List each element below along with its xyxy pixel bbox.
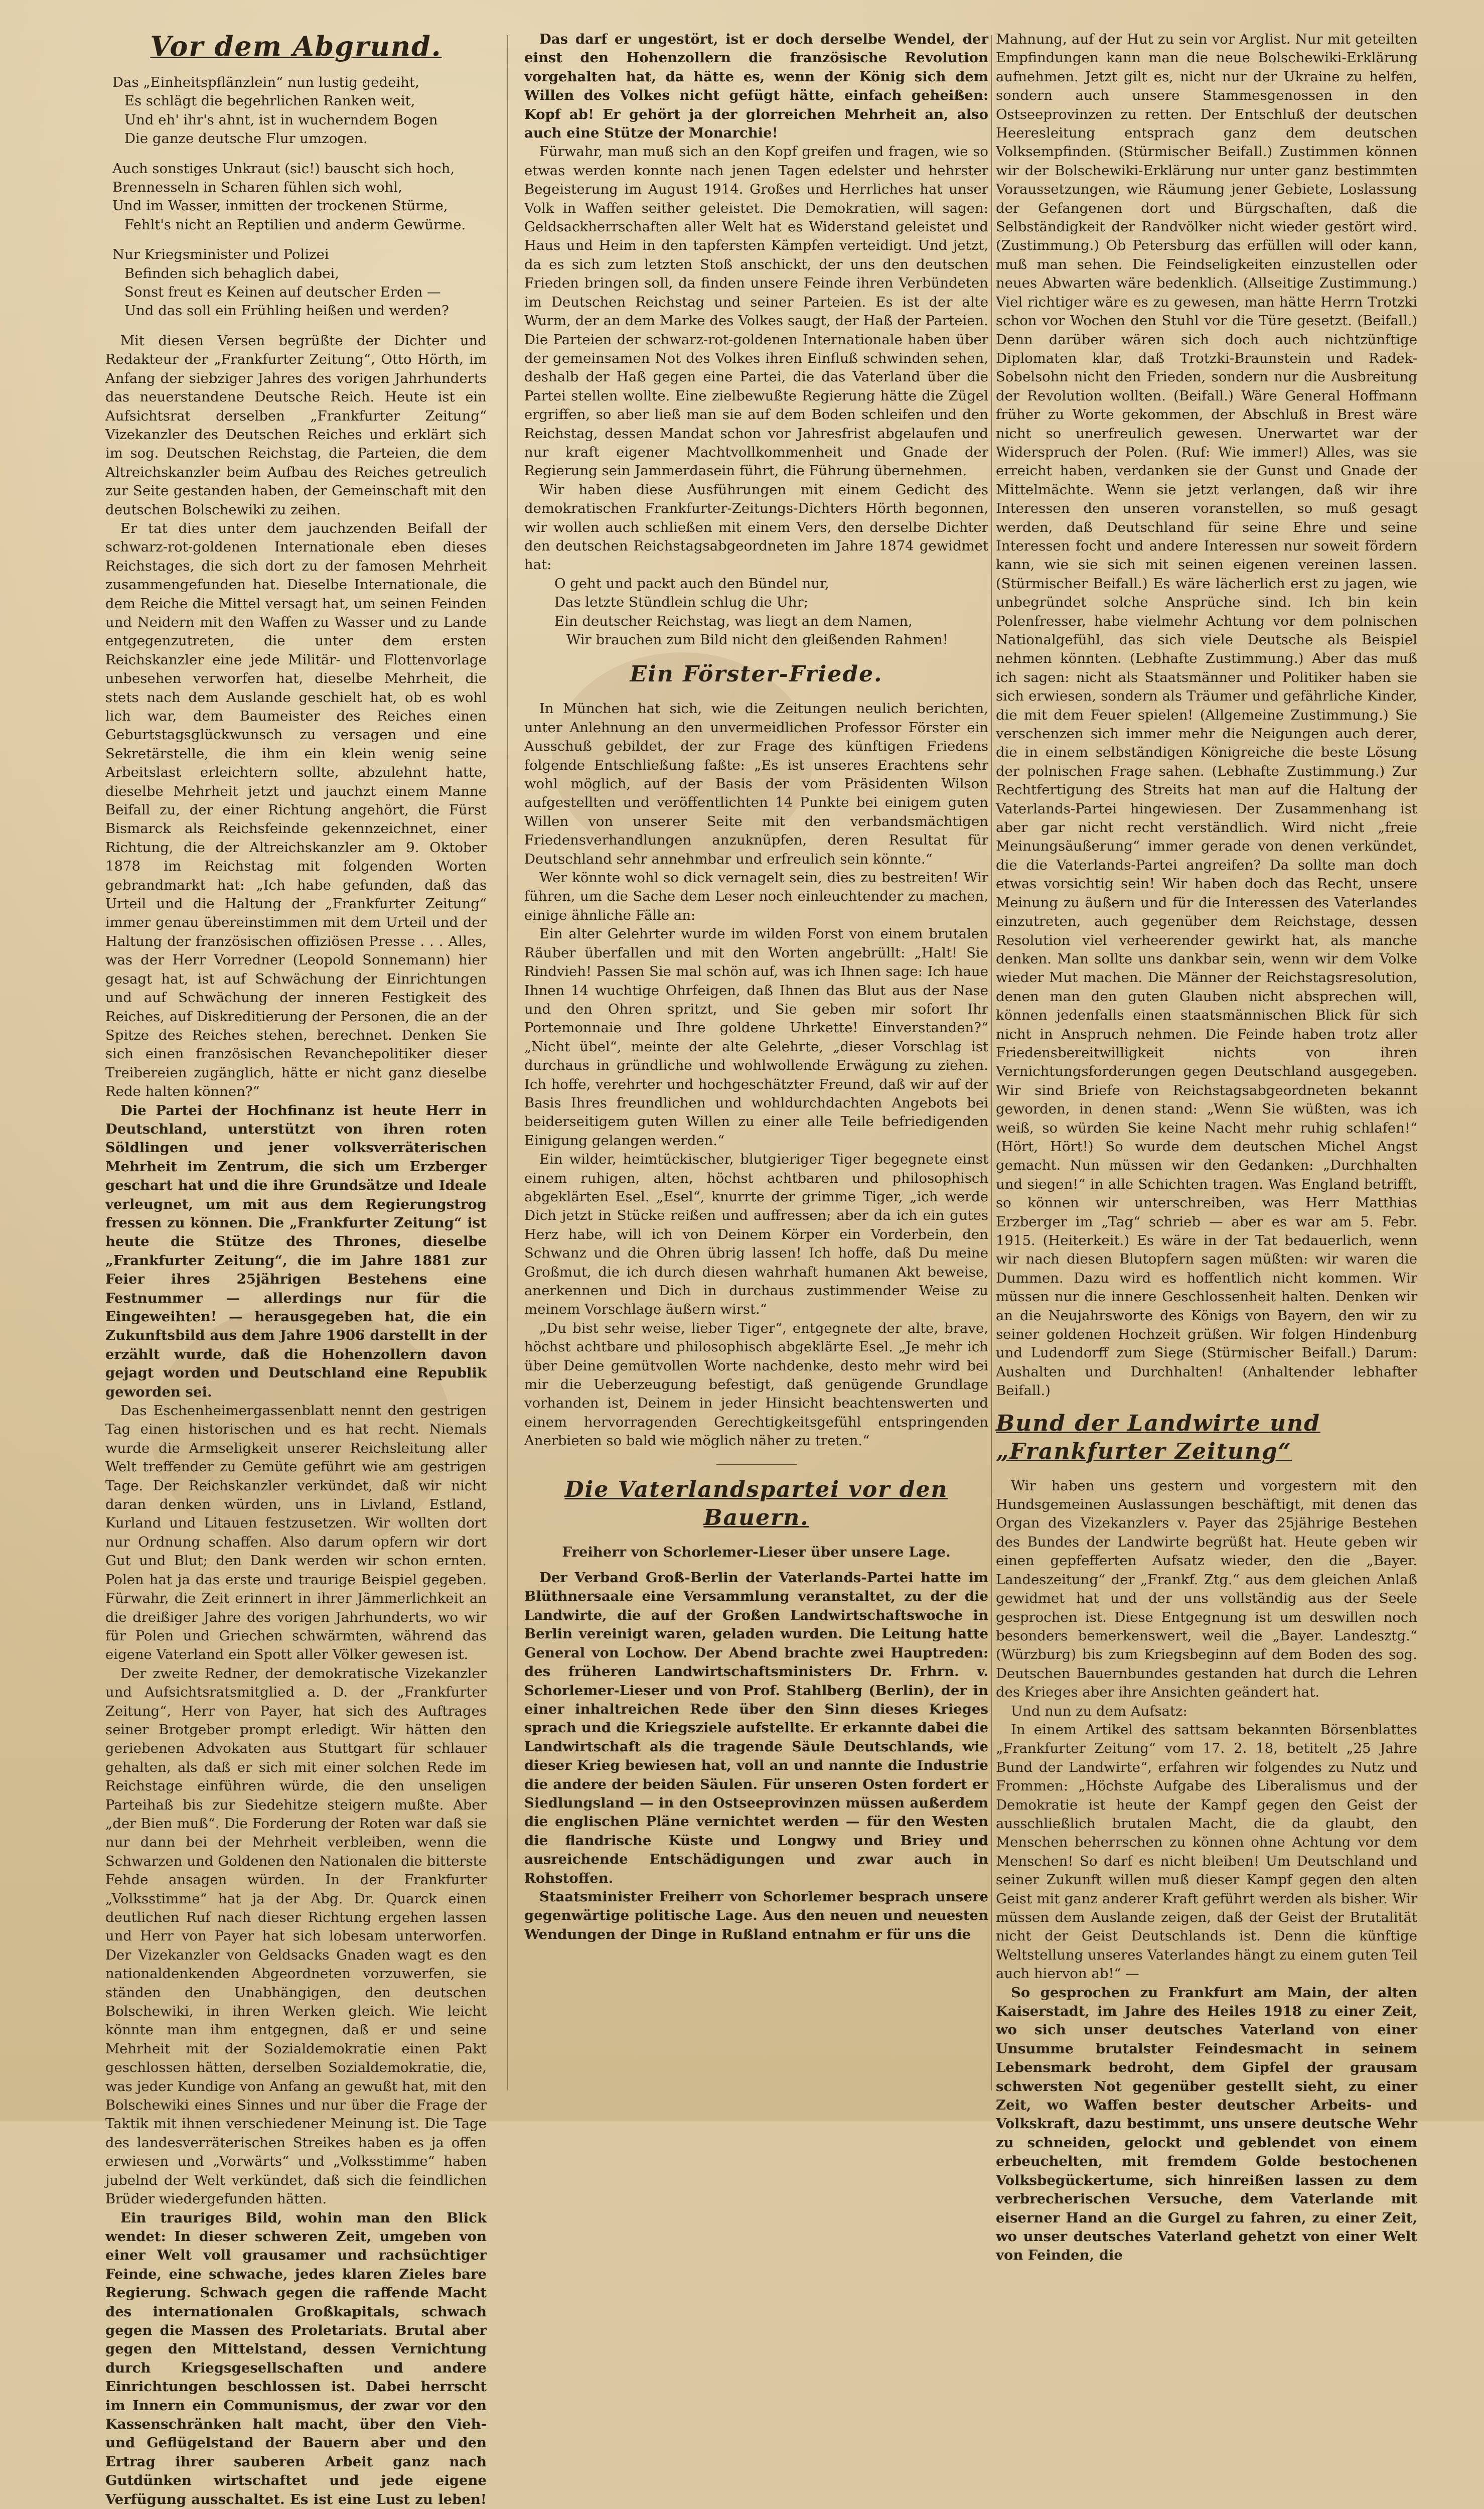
verse-line: Und das soll ein Frühling heißen und werden? <box>112 302 487 320</box>
article-headline-vor-dem-abgrund: Vor dem Abgrund. <box>105 30 487 62</box>
article-paragraph: Ein wilder, heimtückischer, blutgieriger Tiger begegnete einst einem ruhigen, alten, höchst achtbaren und philosophisch abgeklärten Esel. „Esel“, knurrte der grimme Tiger, „ich werde Dich jetzt in Stücke reißen und auffressen; aber da ich ein gutes Herz habe, will ich von Deinem Körper ein Vorderbein, den Schwanz und die Ohren übrig lassen! Ich hoffe, daß Du meine Großmut, die ich durch diesen wahrhaft humanen Akt beweise, anerkennen und Dich in durchaus zustimmender Weise zu meinem Vorschlage äußern wirst.“ <box>524 1150 988 1319</box>
verse-line: Befinden sich behaglich dabei, <box>112 264 487 283</box>
article-paragraph: Mahnung, auf der Hut zu sein vor Arglist. Nur mit geteilten Empfindungen kann man die neue Bolschewiki-Erklärung aufnehmen. Jetzt gilt es, nicht nur der Ukraine zu helfen, sondern auch unsere Stammesgenossen in den Ostseeprovinzen zu retten. Der Entschluß der deutschen Heeresleitung entsprach ganz dem deutschen Volksempfinden. (Stürmischer Beifall.) Zustimmen können wir der Bolschewiki-Erklärung nur unter ganz bestimmten Voraussetzungen, wie Räumung jener Gebiete, Loslassung der Gefangenen dort und Bürgschaften, daß die Selbständigkeit der Randvölker nicht wieder gestört wird. (Zustimmung.) Ob Petersburg das erfüllen will oder kann, muß man sehen. Die Feindseligkeiten einzustellen oder neues Abwarten wäre bedenklich. (Allseitige Zustimmung.) Viel richtiger wäre es zu gewesen, man hätte Herrn Trotzki schon vor Wochen den Stuhl vor die Türe gesetzt. (Beifall.) Denn darüber wären sich doch auch nichtzünftige Diplomaten klar, daß Trotzki-Braunstein und Radek-Sobelsohn nicht den Frieden, sondern nur die Ausbreitung der Revolution wollten. (Beifall.) Wäre General Hoffmann früher zu Worte gekommen, der Abschluß in Brest wäre nicht so unerfreulich gewesen. Unerwartet war der Widerspruch der Polen. (Ruf: Wie immer!) Alles, was sie erreicht haben, verdanken sie der Gunst und Gnade der Mittelmächte. Wenn sie jetzt verlangen, daß wir ihre Interessen den unseren voranstellen, so muß gesagt werden, daß Deutschland für seine Ehre und seine Interessen focht und andere Interessen nur soweit fördern kann, wie sie sich mit seinen eigenen vereinen lassen. (Stürmischer Beifall.) Es wäre lächerlich erst zu jagen, wie unbegründet solche Ansprüche sind. Ich bin kein Polenfresser, habe vielmehr Achtung vor dem polnischen Nationalgefühl, das sich viele Deutsche als Beispiel nehmen könnten. (Lebhafte Zustimmung.) Aber das muß ich sagen: nicht als Staatsmänner und Politiker haben sie sich erwiesen, sondern als Träumer und gefährliche Kinder, die mit dem Feuer spielen! (Allgemeine Zustimmung.) Sie verschenzen sich immer mehr die Neigungen auch derer, die in einem selbständigen Königreiche die beste Lösung der polnischen Frage sahen. (Lebhafte Zustimmung.) Zur Rechtfertigung des Streits hat man auf die Haltung der Vaterlands-Partei hingewiesen. Der Zusammenhang ist aber gar nicht recht verständlich. Wird nicht „freie Meinungsäußerung“ immer gerade von denen verkündet, die die Vaterlands-Partei angreifen? Da sollte man doch etwas vorsichtig sein! Wir haben doch das Recht, unsere Meinung zu äußern und für die Interessen des Vaterlandes einzutreten, auch gegenüber dem Reichstage, dessen Resolution viel verheerender gewirkt hat, als manche denken. Man sollte uns dankbar sein, wenn wir dem Volke wieder Mut machen. Die Männer der Reichstagsresolution, denen man den guten Glauben nicht absprechen will, können jedenfalls einen staatsmännischen Blick für sich nicht in Anspruch nehmen. Die Feinde haben trotz aller Friedensbereitwilligkeit nichts von ihren Vernichtungsforderungen gegen Deutschland ausgegeben. Wir sind Briefe von Reichstagsabgeordneten bekannt geworden, in denen stand: „Wenn Sie wüßten, was ich weiß, so würden Sie keine Nacht mehr ruhig schlafen!“ (Hört, Hört!) So wurde dem deutschen Michel Angst gemacht. Nun müssen wir den Gedanken: „Durchhalten und siegen!“ in alle Schichten tragen. Was England betrifft, so können wir unterschreiben, was Herr Matthias Erzberger im „Tag“ schrieb — aber es war am 5. Febr. 1915. (Heiterkeit.) Es wäre in der Tat bedauerlich, wenn wir nach diesen Blutopfern sagen müßten: wir waren die Dummen. Dazu wird es hoffentlich nicht kommen. Wir müssen nur die innere Geschlossenheit halten. Denken wir an die Neujahrsworte des Königs von Bayern, den wir zu seiner goldenen Hochzeit grüßen. Wir folgen Hindenburg und Ludendorff zum Siege (Stürmischer Beifall.) Darum: Aushalten und Durchhalten! (Anhaltender lebhafter Beifall.) <box>996 30 1417 1401</box>
article-headline-vaterlandspartei: Die Vaterlandspartei vor den Bauern. <box>524 1476 988 1532</box>
verse-line: Es schlägt die begehrlichen Ranken weit, <box>112 92 487 110</box>
verse-line: Das „Einheitspflänzlein“ nun lustig gedeiht, <box>112 73 487 92</box>
article-paragraph: Wer könnte wohl so dick vernagelt sein, dies zu bestreiten! Wir führen, um die Sache dem Leser noch einleuchtender zu machen, einige ähnliche Fälle an: <box>524 869 988 925</box>
article-paragraph: Fürwahr, man muß sich an den Kopf greifen und fragen, wie so etwas werden konnte nach jenen Tagen edelster und hehrster Begeisterung im August 1914. Großes und Herrliches hat unser Volk in Waffen seither geleistet. Die Demokratien, will sagen: Geldsackherrschaften aller Welt hat es Widerstand geleistet und Haus und Heim in den tapfersten Kämpfen verteidigt. Und jetzt, da es sich zum letzten Stoß anschickt, der uns den deutschen Frieden bringen soll, da finden unsere Feinde ihren Verbündeten im Deutschen Reichstag und seiner Parteien. Es ist der alte Wurm, der an dem Marke des Volkes saugt, der Haß der Parteien. Die Parteien der schwarz-rot-goldenen Internationale haben über der gemeinsamen Not des Volkes ihren Einfluß schwinden sehen, deshalb der Haß gegen eine Partei, die das Vaterland über die Partei stellen wollte. Eine zielbewußte Regierung hätte die Zügel ergriffen, so aber ließ man sie auf dem Boden schleifen und den Reichstag, dessen Mandat schon vor Jahresfrist abgelaufen und nur kraft eigener Machtvollkommenheit und Gnade der Regierung sein Jammerdasein führt, die Führung übernehmen. <box>524 143 988 480</box>
article-paragraph: Staatsminister Freiherr von Schorlemer besprach unsere gegenwärtige politische Lage. Aus den neuen und neuesten Wendungen der Dinge in Rußland entnahm er für uns die <box>524 1888 988 1944</box>
column-rule-2 <box>991 35 992 2090</box>
verse-line: Das letzte Stündlein schlug die Uhr; <box>554 593 988 612</box>
article-paragraph: In einem Artikel des sattsam bekannten Börsenblattes „Frankfurter Zeitung“ vom 17. 2. 18, betitelt „25 Jahre Bund der Landwirte“, erfahren wir folgendes zu Nutz und Frommen: „Höchste Aufgabe des Liberalismus und der Demokratie ist heute der Kampf gegen den Geist der ausschließlich brutalen Macht, die da glaubt, den Menschen beherrschen zu können ohne Achtung vor dem Menschen! So darf es nicht bleiben! Um Deutschland und seiner Zukunft willen muß dieser Kampf gegen den alten Geist mit ganz anderer Kraft geführt werden als bisher. Wir müssen dem Auslande zeigen, daß der Geist der Brutalität nicht der Geist Deutschlands ist. Denn die künftige Weltstellung unseres Vaterlandes hängt zu einem guten Teil auch hiervon ab!“ — <box>996 1721 1417 1984</box>
article-paragraph: Er tat dies unter dem jauchzenden Beifall der schwarz-rot-goldenen Internationale eben dieses Reichstages, die sich dort zu der famosen Mehrheit zusammengefunden hat. Dieselbe Internationale, die dem Reiche die Mittel versagt hat, um seinen Feinden und Neidern mit den Waffen zu Wasser und zu Lande entgegenzutreten, die unter dem ersten Reichskanzler eine jede Militär- und Flottenvorlage unbesehen verworfen hat, dieselbe Mehrheit, die stets nach dem Auslande geschielt hat, ob es wohl lich war, dem Baumeister des Reiches einen Geburtstagsglückwunsch zu versagen und eine Sekretärstelle, die ihm ein klein wenig seine Arbeitslast erleichtern sollte, abzulehnt hatte, dieselbe Mehrheit jetzt und jauchzt einem Manne Beifall zu, der einer Richtung angehört, die Fürst Bismarck als Reichsfeinde gekennzeichnet, einer Richtung, die der Altreichskanzler am 9. Oktober 1878 im Reichstag mit folgenden Worten gebrandmarkt hat: „Ich habe gefunden, daß das Urteil und die Haltung der „Frankfurter Zeitung“ immer genau übereinstimmen mit dem Urteil und der Haltung der französischen offiziösen Presse . . . Alles, was der Herr Vorredner (Leopold Sonnemann) hier gesagt hat, ist auf Schwächung der Einrichtungen und auf Schwächung der inneren Festigkeit des Reiches, auf Diskreditierung der Personen, die an der Spitze des Reiches stehen, berechnet. Denken Sie sich einen französischen Revanchepolitiker dieser Treibereien zugänglich, hätte er nicht ganz dieselbe Rede halten können?“ <box>105 519 487 1101</box>
article-paragraph: „Du bist sehr weise, lieber Tiger“, entgegnete der alte, brave, höchst achtbare und philosophisch abgeklärte Esel. „Je mehr ich über Deine gemütvollen Worte nachdenke, desto mehr wird bei mir die Ueberzeugung befestigt, daß genügende Grundlage vorhanden ist, Deinem in jeder Hinsicht beachtenswerten und einem hervorragenden Gerechtigkeitsgefühl entspringenden Anerbieten so bald wie möglich näher zu treten.“ <box>524 1319 988 1451</box>
column-1 <box>105 30 487 2096</box>
column-2 <box>524 30 988 2096</box>
column-rule-1 <box>507 35 508 2090</box>
poem-verse-1 <box>112 73 487 149</box>
verse-line: Und eh' ihr's ahnt, ist in wucherndem Bogen <box>112 111 487 129</box>
poem-verse-2 <box>112 160 487 235</box>
article-paragraph: Das darf er ungestört, ist er doch derselbe Wendel, der einst den Hohenzollern die französische Revolution vorgehalten hat, da hätte es, wenn der König sich dem Willen des Volkes nicht gefügt hätte, einfach geheißen: Kopf ab! Er gehört ja der glorreichen Mehrheit an, also auch eine Stütze der Monarchie! <box>524 30 988 143</box>
article-headline-bund-der-landwirte: Bund der Landwirte und „Frankfurter Zeitung“ <box>996 1410 1417 1466</box>
closing-verse <box>554 575 988 650</box>
article-paragraph: Mit diesen Versen begrüßte der Dichter und Redakteur der „Frankfurter Zeitung“, Otto Hörth, im Anfang der siebziger Jahres des vorigen Jahrhunderts das neuerstandene Deutsche Reich. Heute ist ein Aufsichtsrat derselben „Frankfurter Zeitung“ Vizekanzler des Deutschen Reiches und erklärt sich im sog. Deutschen Reichstag, die Parteien, die dem Altreichskanzler beim Aufbau des Reiches getreulich zur Seite gestanden haben, der Gemeinschaft mit den deutschen Bolschewiki zu zeihen. <box>105 332 487 519</box>
article-paragraph: Und nun zu dem Aufsatz: <box>996 1702 1417 1721</box>
article-paragraph: Wir haben diese Ausführungen mit einem Gedicht des demokratischen Frankfurter-Zeitungs-Dichters Hörth begonnen, wir wollen auch schließen mit einem Vers, den derselbe Dichter den deutschen Reichstagsabgeordneten im Jahre 1874 gewidmet hat: <box>524 481 988 575</box>
verse-line: Die ganze deutsche Flur umzogen. <box>112 129 487 148</box>
article-paragraph: So gesprochen zu Frankfurt am Main, der alten Kaiserstadt, im Jahre des Heiles 1918 zu einer Zeit, wo sich unser deutsches Vaterland von einer Unsumme brutalster Feindesmacht in seinem Lebensmark bedroht, dem Gipfel der grausam schwersten Not gegenüber gestellt sieht, zu einer Zeit, wo Waffen bester deutscher Arbeits- und Volkskraft, dazu bestimmt, uns unsere deutsche Wehr zu schneiden, gelockt und geblendet von einem erbeuchelten, mit fremdem Golde bestochenen Volksbegückertume, sich hinreißen lassen zu dem verbrecherischen Versuche, dem Vaterlande mit eiserner Hand an die Gurgel zu fahren, zu einer Zeit, wo unser deutsches Vaterland gehetzt von einer Welt von Feinden, die <box>996 1984 1417 2265</box>
article-paragraph: Das Eschenheimergassenblatt nennt den gestrigen Tag einen historischen und es hat recht. Niemals wurde die Armseligkeit unserer Reichsleitung aller Welt treffender zu Gemüte geführt wie am gestrigen Tage. Der Reichskanzler verkündet, daß wir nicht daran denken würden, uns in Livland, Estland, Kurland und Litauen festzusetzen. Wir wollten dort nur Ordnung schaffen. Also darum opfern wir dort Gut und Blut; den Dank werden wir schon ernten. Polen hat ja das erste und traurige Beispiel gegeben. Fürwahr, die Zeit erinnert in ihrer Jämmerlichkeit an die dreißiger Jahre des vorigen Jahrhunderts, wo wir für Polen und Griechen schwärmten, während das eigene Vaterland ein Spott aller Völker gewesen ist. <box>105 1402 487 1664</box>
article-paragraph: In München hat sich, wie die Zeitungen neulich berichten, unter Anlehnung an den unvermeidlichen Professor Förster ein Ausschuß gebildet, der zur Frage des künftigen Friedens folgende Entschließung faßte: „Es ist unseres Erachtens sehr wohl möglich, auf der Basis der vom Präsidenten Wilson aufgestellten und veröffentlichten 14 Punkte bei einigem guten Willen von unserer Seite mit den verbandsmächtigen Friedensverhandlungen anzuknüpfen, deren Resultat für Deutschland sehr annehmbar und erfreulich sein könnte.“ <box>524 700 988 869</box>
verse-line: Brennesseln in Scharen fühlen sich wohl, <box>112 178 487 197</box>
verse-line: O geht und packt auch den Bündel nur, <box>554 575 988 593</box>
article-paragraph: Der Verband Groß-Berlin der Vaterlands-Partei hatte im Blüthnersaale eine Versammlung veranstaltet, zu der die Landwirte, die auf der Großen Landwirtschaftswoche in Berlin vereinigt waren, geladen wurden. Die Leitung hatte General von Lochow. Der Abend brachte zwei Hauptreden: des früheren Landwirtschaftsministers Dr. Frhrn. v. Schorlemer-Lieser und von Prof. Stahlberg (Berlin), der in einer inhaltreichen Rede über den Sinn dieses Krieges sprach und die Kriegsziele aufstellte. Er erkannte dabei die Landwirtschaft als die tragende Säule Deutschlands, wie dieser Krieg bewiesen hat, voll an und nannte die Industrie die andere der beiden Säulen. Für unseren Osten fordert er Siedlungsland — in den Ostseeprovinzen müssen außerdem die englischen Pläne vernichtet werden — für den Westen die flandrische Küste und Longwy und Briey und ausreichende Entschädigungen und zwar auch in Rohstoffen. <box>524 1569 988 1888</box>
section-divider <box>716 1464 797 1465</box>
verse-line: Und im Wasser, inmitten der trockenen Stürme, <box>112 197 487 215</box>
article-subheadline: Freiherr von Schorlemer-Lieser über unsere Lage. <box>524 1543 988 1562</box>
column-3 <box>996 30 1417 2096</box>
article-paragraph: Die Partei der Hochfinanz ist heute Herr in Deutschland, unterstützt von ihren roten Söldlingen und jener volksverräterischen Mehrheit im Zentrum, die sich um Erzberger geschart hat und die ihre Grundsätze und Ideale verleugnet, um mit aus dem Regierungstrog fressen zu können. Die „Frankfurter Zeitung“ ist heute die Stütze des Thrones, dieselbe „Frankfurter Zeitung“, die im Jahre 1881 zur Feier ihres 25jährigen Bestehens eine Festnummer — allerdings nur für die Eingeweihten! — herausgegeben hat, die ein Zukunftsbild aus dem Jahre 1906 darstellt in der erzählt wurde, daß die Hohenzollern davon gejagt worden und Deutschland eine Republik geworden sei. <box>105 1101 487 1402</box>
article-paragraph: Ein alter Gelehrter wurde im wilden Forst von einem brutalen Räuber überfallen und mit den Worten angebrüllt: „Halt! Sie Rindvieh! Passen Sie mal schön auf, was ich Ihnen sage: Ich haue Ihnen 14 wuchtige Ohrfeigen, daß Ihnen das Blut aus der Nase und den Ohren spritzt, und Sie geben mir sofort Ihr Portemonnaie und Ihre goldene Uhrkette! Einverstanden?“ „Nicht übel“, meinte der alte Gelehrte, „dieser Vorschlag ist durchaus in gründliche und wohlwollende Erwägung zu ziehen. Ich hoffe, verehrter und hochgeschätzter Freund, daß wir auf der Basis Ihres freundlichen und wohldurchdachten Angebots bei beiderseitigem guten Willen zu einer alle Teile befriedigenden Einigung gelangen werden.“ <box>524 925 988 1150</box>
poem-verse-3 <box>112 245 487 321</box>
article-paragraph: Der zweite Redner, der demokratische Vizekanzler und Aufsichtsratsmitglied a. D. der „Frankfurter Zeitung“, Herr von Payer, hat sich des Auftrages seiner Brotgeber prompt erledigt. Wir hätten den geriebenen Advokaten aus Stuttgart für schlauer gehalten, als daß er sich mit einer solchen Rede im Reichstage einführen würde, die den unseligen Parteihaß bis zur Siedehitze steigern mußte. Aber „der Bien muß“. Die Forderung der Roten war daß sie nur dann bei der Mehrheit verbleiben, wenn die Schwarzen und Goldenen den Nationalen die bitterste Fehde ansagen würden. In der Frankfurter „Volksstimme“ hat ja der Abg. Dr. Quarck einen deutlichen Ruf nach dieser Richtung ergehen lassen und Herr von Payer hat sich lobesam unterworfen. Der Vizekanzler von Geldsacks Gnaden wagt es den nationaldenkenden Abgeordneten vorzuwerfen, sie ständen den Unabhängigen, den deutschen Bolschewiki, in ihren Werken gleich. Wie leicht könnte man ihm entgegnen, daß er und seine Mehrheit mit der Sozialdemokratie einen Pakt geschlossen hätten, derselben Sozialdemokratie, die, was jeder Kundige von Anfang an gewußt hat, mit den Bolschewiki eines Sinnes und nur über die Frage der Taktik mit ihnen verschiedener Meinung ist. Die Tage des landesverräterischen Streikes haben es ja offen erwiesen und „Vorwärts“ und „Volksstimme“ haben jubelnd der Welt verkündet, daß sich die feindlichen Brüder wiedergefunden hätten. <box>105 1664 487 2209</box>
verse-line: Auch sonstiges Unkraut (sic!) bauscht sich hoch, <box>112 160 487 178</box>
verse-line: Ein deutscher Reichstag, was liegt an dem Namen, <box>554 612 988 631</box>
article-paragraph: Ein trauriges Bild, wohin man den Blick wendet: In dieser schweren Zeit, umgeben von einer Welt voll grausamer und rachsüchtiger Feinde, eine schwache, jedes klaren Zieles bare Regierung. Schwach gegen die raffende Macht des internationalen Großkapitals, schwach gegen die Massen des Proletariats. Brutal aber gegen den Mittelstand, dessen Vernichtung durch Kriegsgesellschaften und andere Einrichtungen beschlossen ist. Dabei herrscht im Innern ein Communismus, der zwar vor den Kassenschränken halt macht, über den Vieh- und Geflügelstand der Bauern aber und den Ertrag ihrer sauberen Arbeit ganz nach Gutdünken wirtschaftet und jede eigene Verfügung ausschaltet. Es ist eine Lust zu leben! <box>105 2209 487 2509</box>
verse-line: Fehlt's nicht an Reptilien und anderm Gewürme. <box>112 216 487 234</box>
verse-line: Sonst freut es Keinen auf deutscher Erden — <box>112 283 487 302</box>
article-headline-foerster-friede: Ein Förster-Friede. <box>524 660 988 688</box>
verse-line: Nur Kriegsminister und Polizei <box>112 245 487 264</box>
spacer <box>996 1401 1417 1410</box>
verse-line: Wir brauchen zum Bild nicht den gleißenden Rahmen! <box>554 631 988 649</box>
article-paragraph: Wir haben uns gestern und vorgestern mit den Hundsgemeinen Auslassungen beschäftigt, mit denen das Organ des Vizekanzlers v. Payer das 25jährige Bestehen des Bundes der Landwirte begrüßt hat. Heute geben wir einen gepfefferten Aufsatz wieder, den die „Bayer. Landeszeitung“ der „Frankf. Ztg.“ aus dem gleichen Anlaß gewidmet hat und der uns vollständig aus der Seele gesprochen ist. Diese Entgegnung ist um deswillen noch besonders bemerkenswert, weil die „Bayer. Landesztg.“ (Würzburg) bis zum Kriegsbeginn auf dem Boden des sog. Deutschen Bauernbundes gestanden hat durch die Lehren des Krieges aber ihre Ansichten geändert hat. <box>996 1477 1417 1702</box>
